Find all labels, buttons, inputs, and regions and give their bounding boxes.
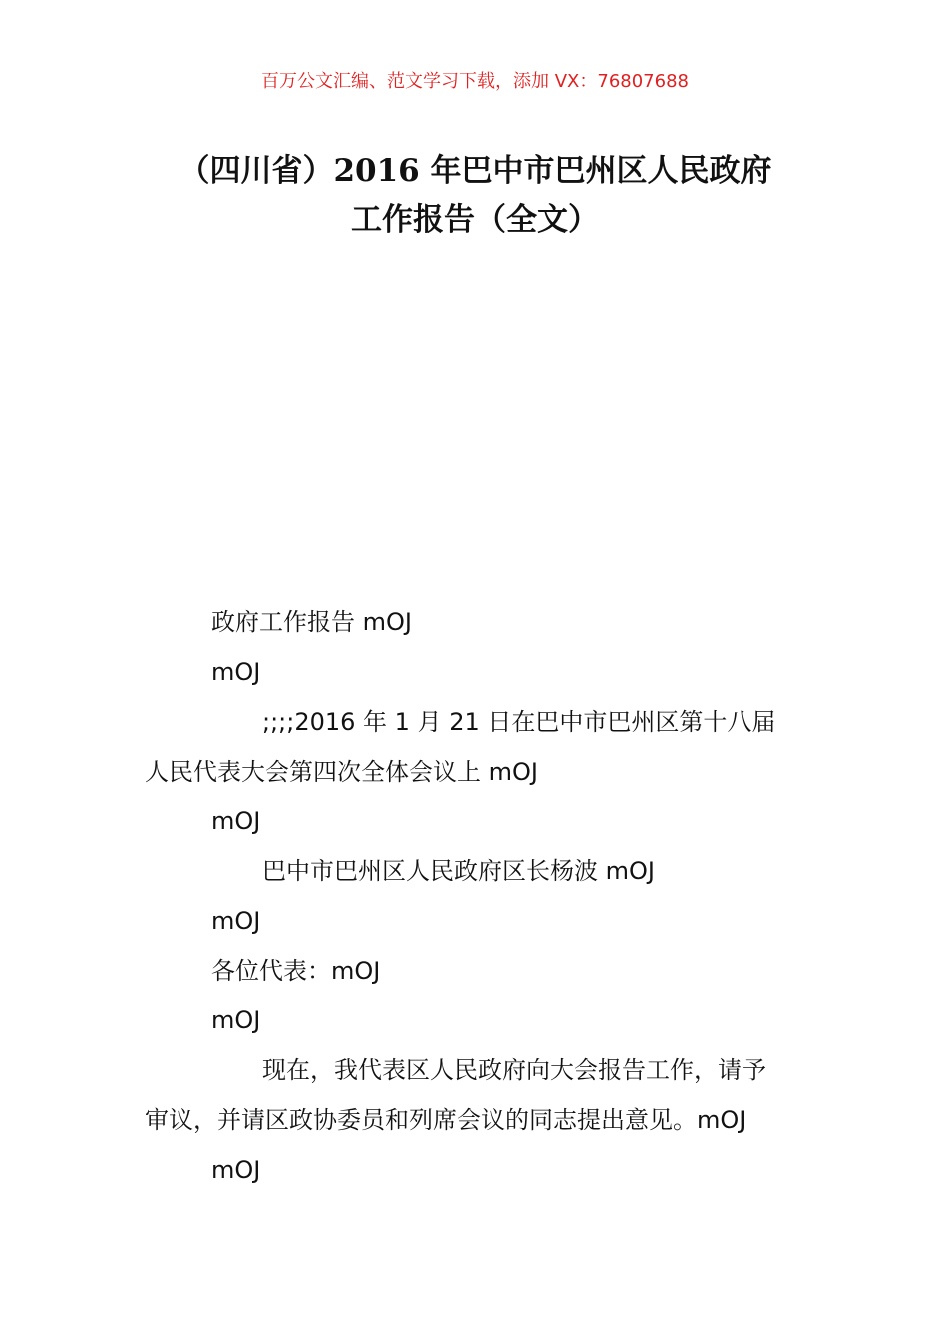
body-line: mOJ [211, 1156, 261, 1184]
body-line: ;;;;2016 年 1 月 21 日在巴中市巴州区第十八届 [262, 708, 776, 736]
body-line: mOJ [211, 1006, 261, 1034]
body-line: 审议，并请区政协委员和列席会议的同志提出意见。mOJ [145, 1106, 747, 1134]
body-line: 现在，我代表区人民政府向大会报告工作，请予 [262, 1056, 766, 1084]
body-line: 人民代表大会第四次全体会议上 mOJ [145, 758, 538, 786]
body-line: 巴中市巴州区人民政府区长杨波 mOJ [262, 857, 655, 885]
body-line: 政府工作报告 mOJ [211, 608, 412, 636]
body-line: mOJ [211, 658, 261, 686]
document-title-line-1: （四川省）2016 年巴中市巴州区人民政府 [178, 153, 772, 189]
body-line: mOJ [211, 807, 261, 835]
body-line: mOJ [211, 907, 261, 935]
body-line: 各位代表：mOJ [211, 957, 381, 985]
document-title-line-2: 工作报告（全文） [351, 202, 599, 238]
header-watermark-note: 百万公文汇编、范文学习下载，添加 VX：76807688 [261, 71, 689, 92]
